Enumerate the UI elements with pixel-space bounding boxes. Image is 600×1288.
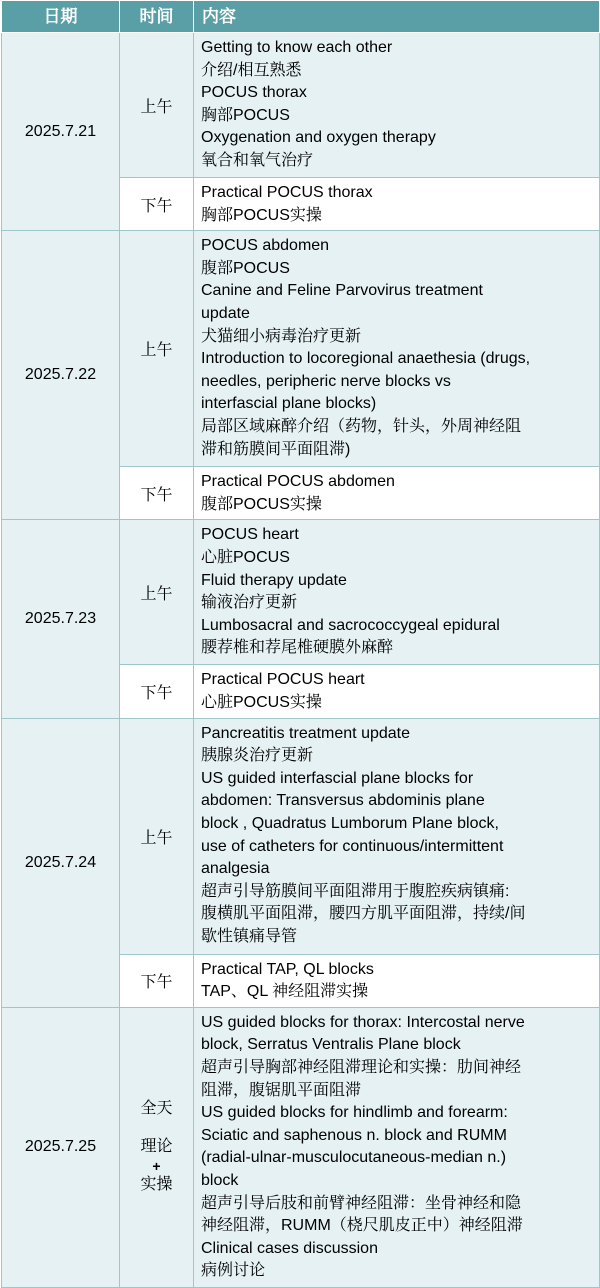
header-row [2,1,600,33]
content-line: POCUS heart [201,526,299,544]
spacer [120,1121,193,1135]
content-line: 腹横肌平面阻滞，腰四方肌平面阻滞，持续/间 [201,905,526,923]
content-cell [194,467,600,520]
date-cell: 2025.7.25 [2,1007,120,1287]
content-line: Pancreatitis treatment update [201,724,411,742]
table-row [2,1007,600,1287]
content-line: POCUS abdomen [201,237,330,255]
content-line: 腰荐椎和荐尾椎硬膜外麻醉 [201,639,394,657]
content-line: 氧合和氧气治疗 [201,151,314,169]
date-cell: 2025.7.24 [2,718,120,1007]
content-cell [194,665,600,718]
content-line: Introduction to locoregional anaethesia (drugs, [201,350,531,368]
time-cell-morning: 上午 [120,231,194,467]
content-line: Clinical cases discussion [201,1239,378,1257]
content-line: 腹部POCUS实操 [201,495,322,513]
content-line: Practical TAP, QL blocks [201,960,374,978]
practice-label: 实操 [140,1176,173,1194]
content-line: Canine and Feline Parvovirus treatment [201,282,483,300]
content-line: block [201,1171,239,1189]
content-line: block , Quadratus Lumborum Plane block, [201,814,499,832]
plus-sign: + [152,1158,161,1175]
content-line: Getting to know each other [201,39,393,56]
content-line: 心脏POCUS [201,548,290,566]
content-cell [194,1007,600,1287]
content-line: needles, peripheric nerve blocks vs [201,372,451,390]
content-line: Practical POCUS abdomen [201,473,395,491]
content-line: 超声引导胸部神经阻滞理论和实操：肋间神经 [201,1058,522,1076]
content-line: block, Serratus Ventralis Plane block [201,1036,461,1054]
content-line: Practical POCUS thorax [201,184,373,201]
header-date: 日期 [2,1,120,33]
content-cell [194,954,600,1007]
time-cell-afternoon: 下午 [120,954,194,1007]
content-line: use of catheters for continuous/intermittent [201,837,504,855]
content-line: 犬猫细小病毒治疗更新 [201,327,362,345]
content-line: 输液治疗更新 [201,594,298,612]
allday-label: 全天 [140,1100,173,1118]
time-cell-morning: 上午 [120,33,194,178]
time-cell-afternoon: 下午 [120,467,194,520]
content-line: (radial-ulnar-musculocutaneous-median n.) [201,1149,507,1167]
content-line: US guided blocks for thorax: Intercostal nerve [201,1013,525,1031]
header-time: 时间 [120,1,194,33]
content-line: TAP、QL 神经阻滞实操 [201,983,369,1001]
content-line: 阻滞，腹锯肌平面阻滞 [201,1081,362,1099]
content-line: US guided interfascial plane blocks for [201,769,474,787]
header-content: 内容 [194,1,600,33]
content-line: update [201,304,250,322]
content-line: 心脏POCUS实操 [201,693,322,711]
content-line: Fluid therapy update [201,571,347,589]
content-line: 神经阻滞，RUMM（桡尺肌皮正中）神经阻滞 [201,1217,523,1235]
content-cell [194,178,600,231]
table-row [2,718,600,954]
time-cell-allday [120,1007,194,1287]
content-line: interfascial plane blocks) [201,395,377,413]
content-line: abdomen: Transversus abdominis plane [201,792,485,810]
content-line: 歇性镇痛导管 [201,927,298,945]
content-cell [194,520,600,665]
content-line: analgesia [201,860,270,878]
content-line: 病例讨论 [201,1262,266,1280]
date-cell: 2025.7.22 [2,231,120,520]
content-cell [194,231,600,467]
time-cell-afternoon: 下午 [120,665,194,718]
content-line: 胰腺炎治疗更新 [201,747,314,765]
time-cell-morning: 上午 [120,718,194,954]
date-cell: 2025.7.21 [2,33,120,231]
content-line: 介绍/相互熟悉 [201,61,302,79]
content-cell [194,718,600,954]
content-cell [194,33,600,178]
content-line: Oxygenation and oxygen therapy [201,129,436,147]
content-line: 胸部POCUS [201,106,290,124]
content-line: US guided blocks for hindlimb and forearm: [201,1104,508,1122]
table-row [2,520,600,665]
content-line: 滞和筋膜间平面阻滞) [201,440,351,458]
schedule-table [1,0,600,1288]
content-line: POCUS thorax [201,84,307,102]
content-line: Practical POCUS heart [201,671,365,689]
content-line: 超声引导后肢和前臂神经阻滞：坐骨神经和隐 [201,1194,522,1212]
table-row [2,33,600,178]
content-line: Lumbosacral and sacrococcygeal epidural [201,616,500,634]
content-line: 腹部POCUS [201,259,290,277]
content-line: 超声引导筋膜间平面阻滞用于腹腔疾病镇痛: [201,882,510,900]
content-line: Sciatic and saphenous n. block and RUMM [201,1126,507,1144]
time-cell-afternoon: 下午 [120,178,194,231]
content-line: 胸部POCUS实操 [201,206,322,224]
content-line: 局部区域麻醉介绍（药物，针头，外周神经阻 [201,417,522,435]
time-cell-morning: 上午 [120,520,194,665]
date-cell: 2025.7.23 [2,520,120,718]
theory-label: 理论 [140,1138,173,1156]
table-row [2,231,600,467]
